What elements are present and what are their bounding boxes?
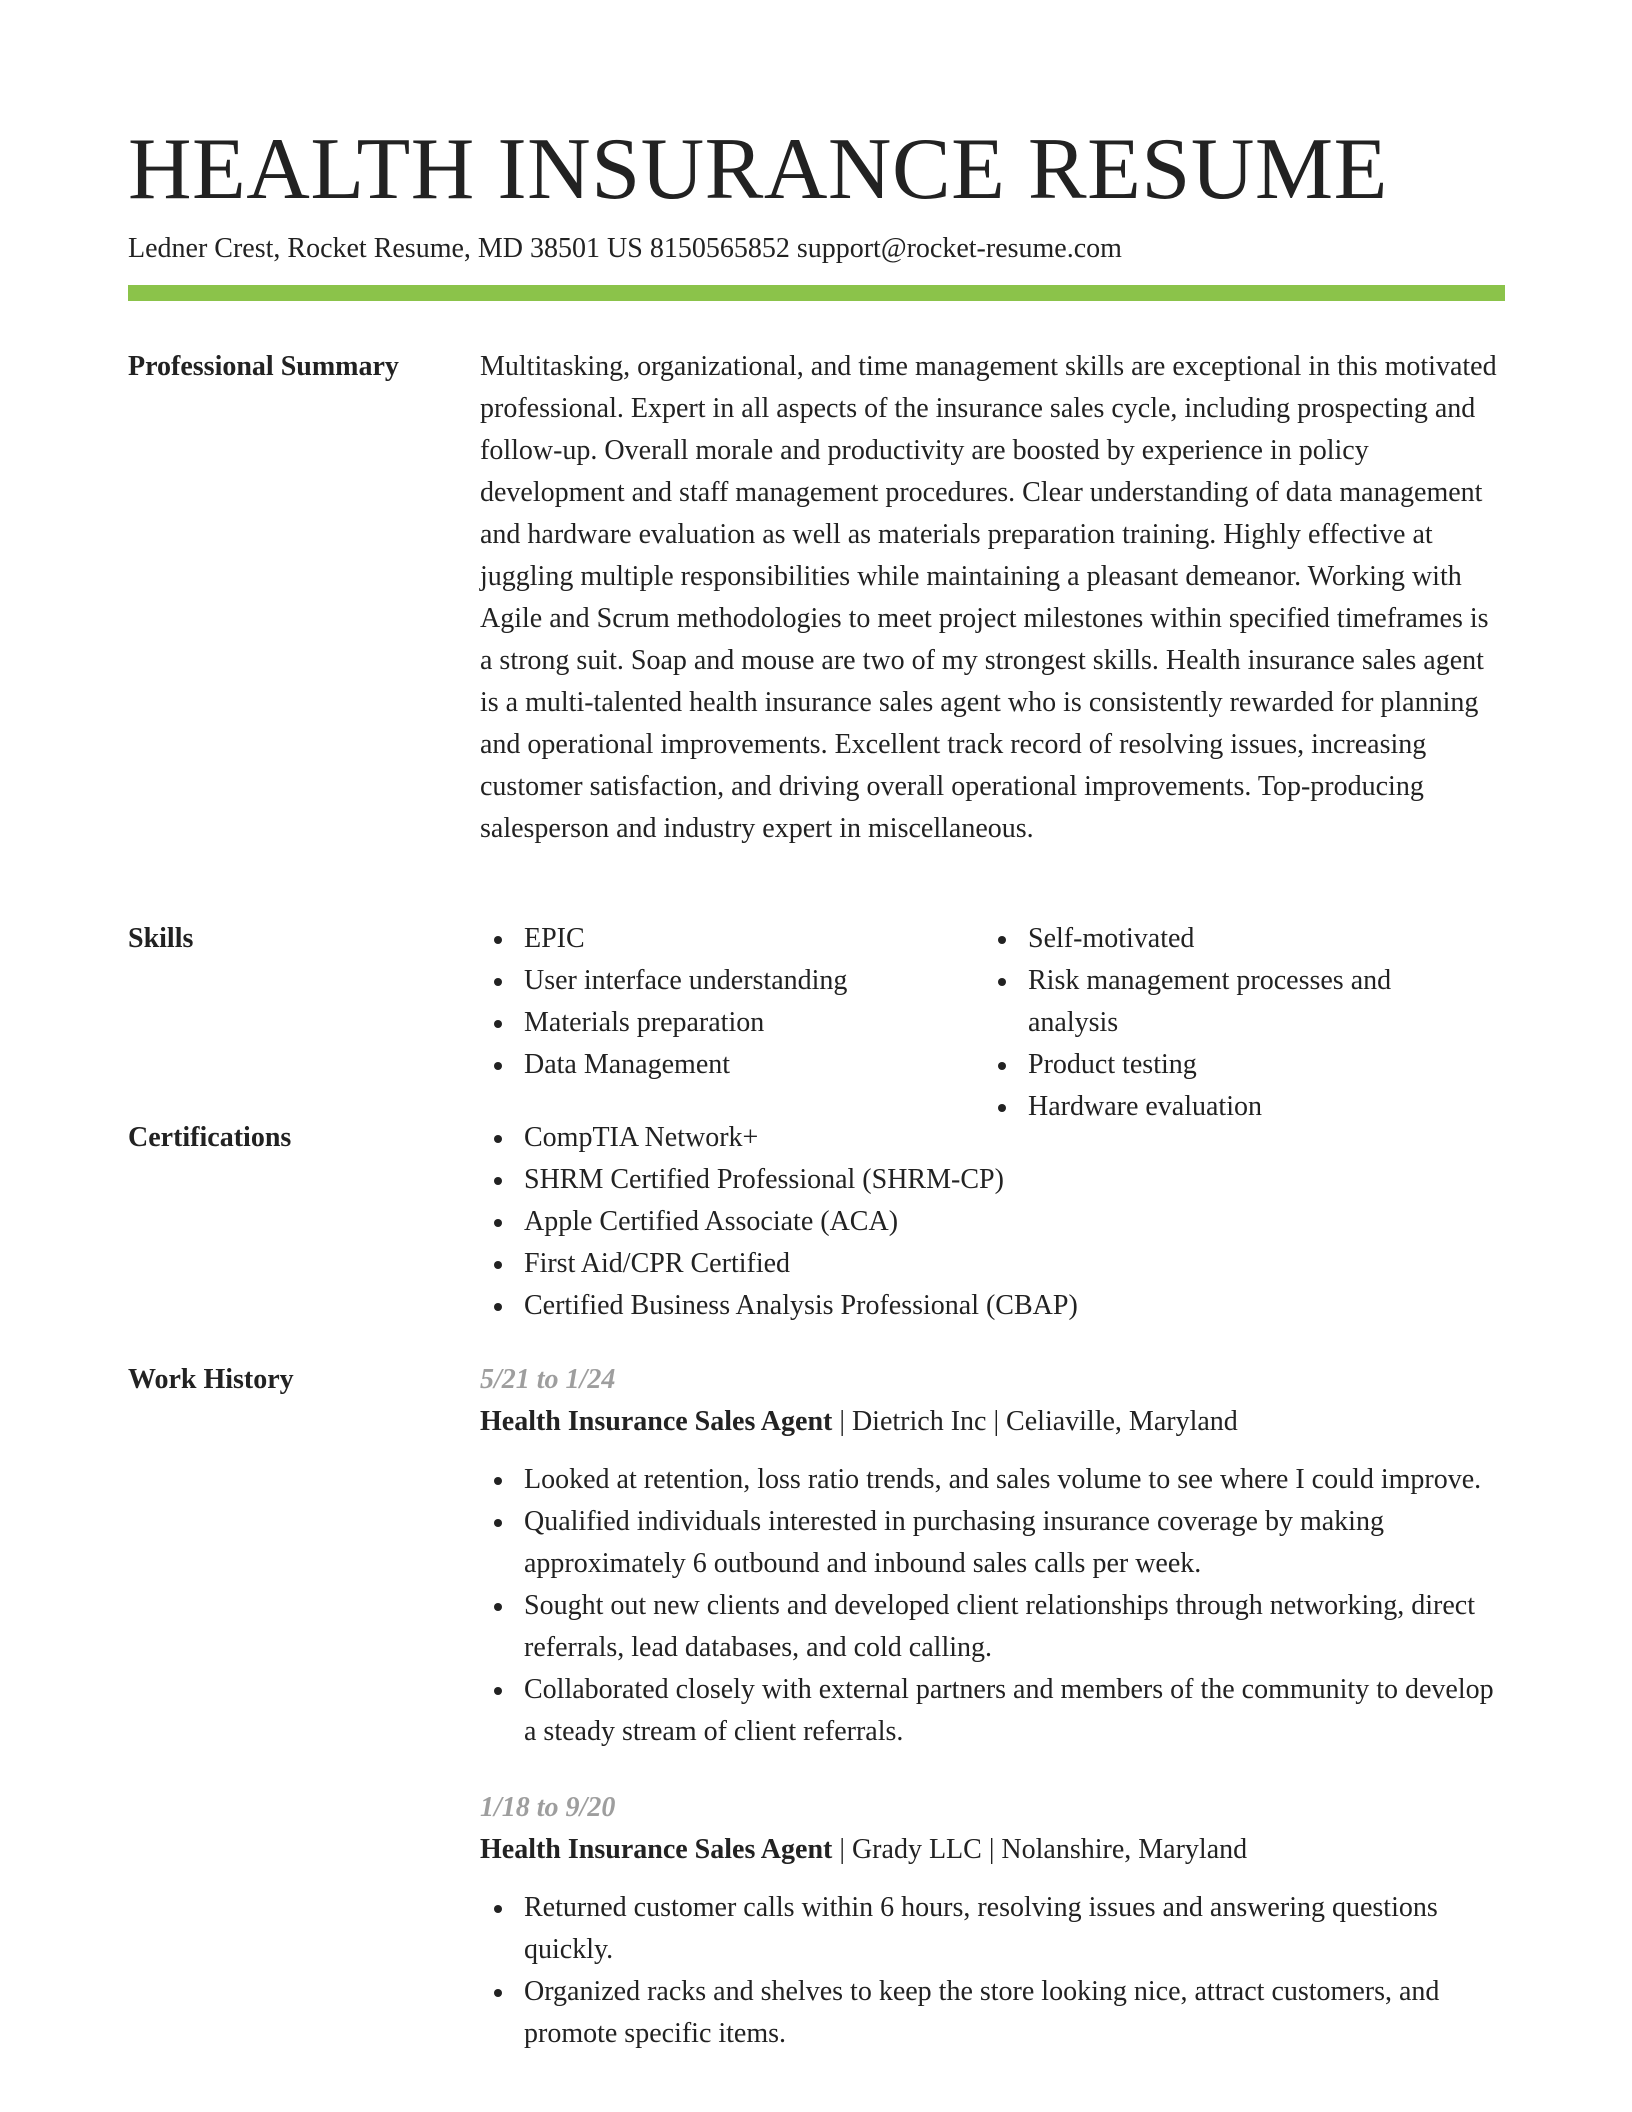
skill-item: Self-motivated	[1028, 918, 1488, 960]
job-heading	[480, 1829, 1505, 1871]
job-employer-location: | Dietrich Inc | Celiaville, Maryland	[832, 1406, 1238, 1437]
accent-divider	[128, 285, 1505, 301]
summary-label: Professional Summary	[128, 351, 399, 382]
skill-item: EPIC	[524, 918, 984, 960]
job-dates: 5/21 to 1/24	[480, 1364, 616, 1395]
skill-item: User interface understanding	[524, 960, 984, 1002]
certification-item: Certified Business Analysis Professional (CBAP)	[524, 1285, 1505, 1327]
job-bullet: Organized racks and shelves to keep the store looking nice, attract customers, and promote specific items.	[524, 1971, 1505, 2055]
certification-item: First Aid/CPR Certified	[524, 1243, 1505, 1285]
certifications-label: Certifications	[128, 1122, 292, 1153]
skill-item: Hardware evaluation	[1028, 1086, 1488, 1128]
skills-column-left	[480, 918, 984, 1128]
job-title: Health Insurance Sales Agent	[480, 1834, 833, 1865]
job-title: Health Insurance Sales Agent	[480, 1406, 833, 1437]
job-heading	[480, 1401, 1505, 1443]
certification-item: CompTIA Network+	[524, 1117, 1505, 1159]
job-entry	[480, 1787, 1505, 2055]
skills-column-right	[984, 918, 1488, 1128]
job-bullet: Sought out new clients and developed client relationships through networking, direct referrals, lead databases, and cold calling.	[524, 1585, 1505, 1669]
work-history-label: Work History	[128, 1364, 294, 1395]
skill-item: Product testing	[1028, 1044, 1488, 1086]
resume-title: HEALTH INSURANCE RESUME	[128, 121, 1388, 218]
skill-item: Risk management processes and analysis	[1028, 960, 1488, 1044]
skill-item: Data Management	[524, 1044, 984, 1086]
summary-text: Multitasking, organizational, and time management skills are exceptional in this motivated professional. Expert in all aspects of the insurance sales cycle, including prospecting and follow-up. Overall morale and productivity are boosted by experience in policy development and staff management procedures. Clear understanding of data management and hardware evaluation as well as materials preparation training. Highly effective at juggling multiple responsibilities while maintaining a pleasant demeanor. Working with Agile and Scrum methodologies to meet project milestones within specified timeframes is a strong suit. Soap and mouse are two of my strongest skills. Health insurance sales agent is a multi-talented health insurance sales agent who is consistently rewarded for planning and operational improvements. Excellent track record of resolving issues, increasing customer satisfaction, and driving overall operational improvements. Top-producing salesperson and industry expert in miscellaneous.	[480, 351, 1497, 844]
skill-item: Materials preparation	[524, 1002, 984, 1044]
job-bullet: Looked at retention, loss ratio trends, and sales volume to see where I could improve.	[524, 1459, 1505, 1501]
certification-item: Apple Certified Associate (ACA)	[524, 1201, 1505, 1243]
skills-body	[480, 918, 1505, 1128]
job-employer-location: | Grady LLC | Nolanshire, Maryland	[832, 1834, 1248, 1865]
job-entry	[480, 1359, 1505, 1753]
contact-line: Ledner Crest, Rocket Resume, MD 38501 US 8150565852 support@rocket-resume.com	[128, 233, 1122, 264]
job-bullet: Qualified individuals interested in purchasing insurance coverage by making approximately 6 outbound and inbound sales calls per week.	[524, 1501, 1505, 1585]
job-bullet: Returned customer calls within 6 hours, resolving issues and answering questions quickly.	[524, 1887, 1505, 1971]
certifications-body	[480, 1117, 1505, 1327]
work-history-body	[480, 1359, 1505, 2089]
job-dates: 1/18 to 9/20	[480, 1792, 616, 1823]
skills-label: Skills	[128, 923, 194, 954]
job-bullet: Collaborated closely with external partners and members of the community to develop a steady stream of client referrals.	[524, 1669, 1505, 1753]
summary-body	[480, 346, 1505, 850]
certification-item: SHRM Certified Professional (SHRM-CP)	[524, 1159, 1505, 1201]
